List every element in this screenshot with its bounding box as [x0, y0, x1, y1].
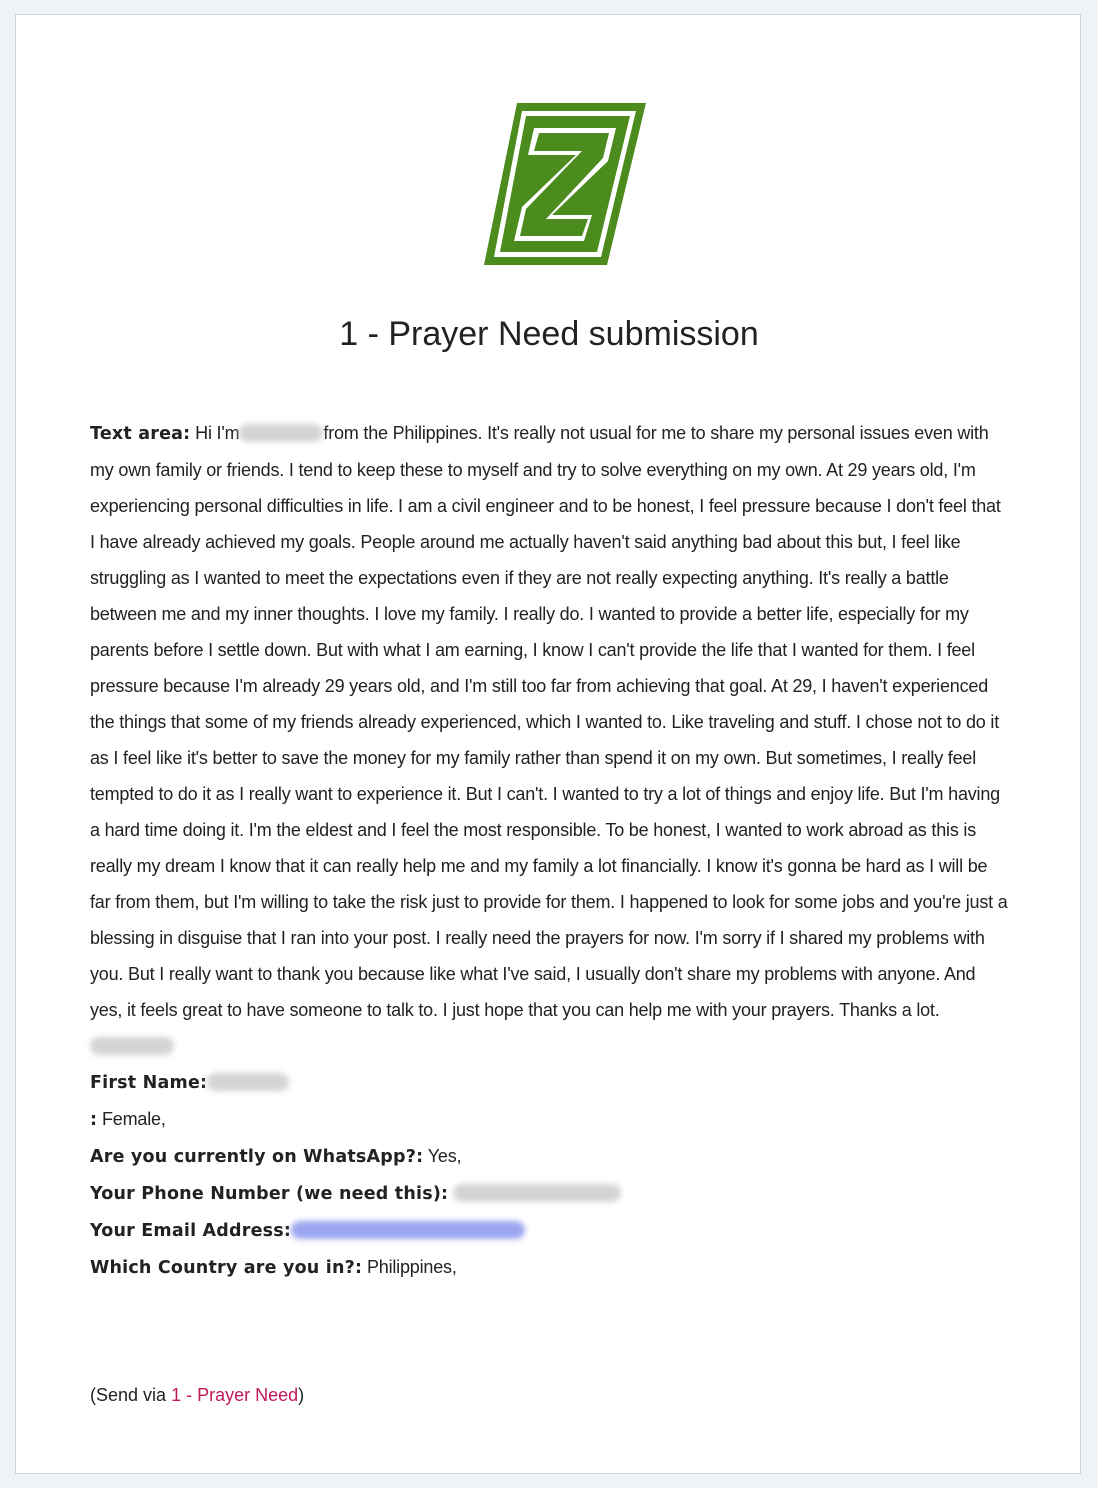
text-area-body: from the Philippines. It's really not usual for me to share my personal issues even with my own family or friends. I tend to keep these to myself and try to solve everything on my own. At 29 years old, I'm experiencing personal difficulties in life. I am a civil engineer and to be honest, I feel pressure because I don't feel that I have already achieved my goals. People around me actually haven't said anything bad about this but, I feel like struggling as I wanted to meet the expectations even if they are not really expecting anything. It's really a battle between me and my inner thoughts. I love my family. I really do. I wanted to provide a better life, especially for my parents before I settle down. But with what I am earning, I know I can't provide the life that I wanted for them. I feel pressure because I'm already 29 years old, and I'm still too far from achieving that goal. At 29, I haven't experienced the things that some of my friends already experienced, which I wanted to. Like traveling and stuff. I chose not to do it as I feel like it's better to save the money for my family rather than spend it on my own. But sometimes, I really feel tempted to do it as I really want to experience it. But I can't. I wanted to try a lot of things and enjoy life. But I'm having a hard time doing it. I'm the eldest and I feel the most responsible. To be honest, I wanted to work abroad as this is really my dream I know that it can really help me and my family a lot financially. I know it's gonna be hard as I will be far from them, but I'm willing to take the risk just to provide for them. I happened to look for some jobs and you're just a blessing in disguise that I ran into your post. I really need the prayers for now. I'm sorry if I shared my problems with you. But I really want to thank you because like what I've said, I usually don't share my problems with anyone. And yes, it feels great to have someone to talk to. I just hope that you can help me with your prayers. Thanks a lot. [90, 423, 1008, 1020]
email-address-label: Your Email Address: [90, 1221, 292, 1241]
z-logo-icon [484, 103, 646, 265]
text-area-label: Text area: [90, 424, 191, 444]
redacted-first-name [207, 1073, 289, 1091]
email-address-field [90, 1212, 1010, 1249]
country-label: Which Country are you in?: [90, 1258, 363, 1278]
text-area-field [90, 415, 1010, 1064]
gender-field [90, 1101, 1010, 1138]
phone-field [90, 1175, 1010, 1212]
whatsapp-label: Are you currently on WhatsApp?: [90, 1147, 424, 1167]
redacted-phone [453, 1184, 621, 1202]
country-field [90, 1249, 1010, 1286]
submission-body [90, 415, 1010, 1286]
send-via-suffix: ) [298, 1385, 305, 1405]
send-via-prefix: (Send via [90, 1385, 167, 1405]
redacted-signature [90, 1037, 174, 1055]
prayer-need-link[interactable]: 1 - Prayer Need [171, 1385, 299, 1405]
gender-value: Female, [102, 1109, 166, 1129]
whatsapp-field [90, 1138, 1010, 1175]
whatsapp-value: Yes, [427, 1146, 462, 1166]
phone-label: Your Phone Number (we need this): [90, 1184, 449, 1204]
redacted-name [239, 424, 323, 442]
gender-label: : [90, 1110, 98, 1130]
country-value: Philippines, [366, 1257, 457, 1277]
email-page [15, 14, 1081, 1474]
email-title: 1 - Prayer Need submission [339, 315, 759, 353]
first-name-field [90, 1064, 1010, 1101]
first-name-label: First Name: [90, 1073, 208, 1093]
redacted-email-link[interactable] [291, 1221, 525, 1239]
send-via-footer [90, 1377, 304, 1413]
text-area-greeting: Hi I'm [195, 423, 240, 443]
